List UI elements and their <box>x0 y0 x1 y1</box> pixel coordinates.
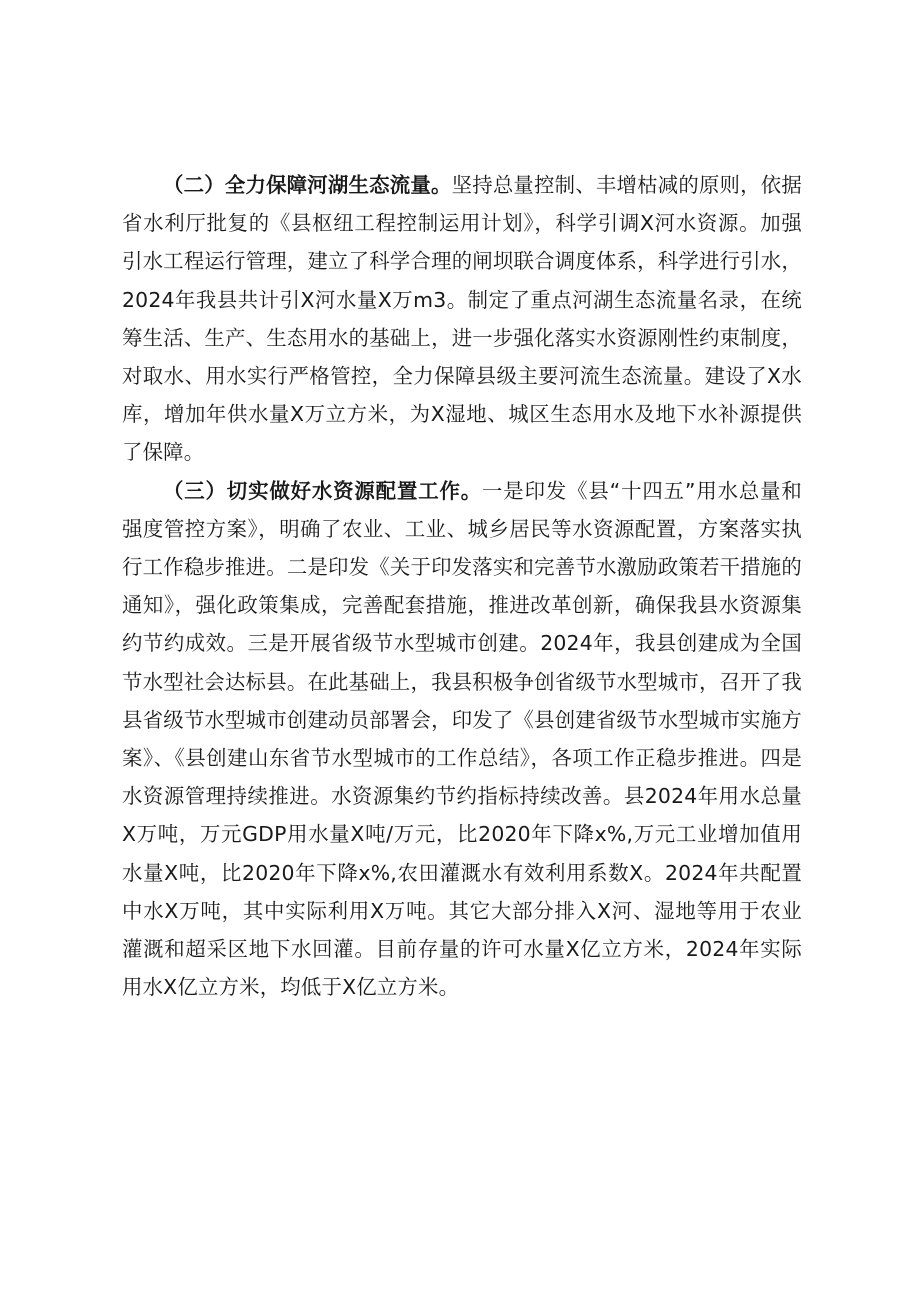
paragraph-heading: （三）切实做好水资源配置工作。 <box>163 478 483 503</box>
paragraph-water-allocation <box>122 472 802 1007</box>
paragraph-heading: （二）全力保障河湖生态流量。 <box>163 173 452 197</box>
document-body <box>122 166 802 1006</box>
paragraph-text: 坚持总量控制、丰增枯减的原则，依据省水利厅批复的《县枢纽工程控制运用计划》，科学引调X河水资源。加强引水工程运行管理，建立了科学合理的闸坝联合调度体系，科学进行引水，2024年我县共计引X河水量X万m3。制定了重点河湖生态流量名录，在统筹生活、生产、生态用水的基础上，进一步强化落实水资源刚性约束制度，对取水、用水实行严格管控，全力保障县级主要河流生态流量。建设了X水库，增加年供水量X万立方米，为X湿地、城区生态用水及地下水补源提供了保障。 <box>122 173 802 465</box>
paragraph-text: 一是印发《县“十四五”用水总量和强度管控方案》，明确了农业、工业、城乡居民等水资源配置，方案落实执行工作稳步推进。二是印发《关于印发落实和完善节水激励政策若干措施的通知》，强化政策集成，完善配套措施，推进改革创新，确保我县水资源集约节约成效。三是开展省级节水型城市创建。2024年，我县创建成为全国节水型社会达标县。在此基础上，我县积极争创省级节水型城市，召开了我县省级节水型城市创建动员部署会，印发了《县创建省级节水型城市实施方案》、《县创建山东省节水型城市的工作总结》，各项工作正稳步推进。四是水资源管理持续推进。水资源集约节约指标持续改善。县2024年用水总量X万吨，万元GDP用水量X吨/万元，比2020年下降x%,万元工业增加值用水量X吨，比2020年下降x%,农田灌溉水有效利用系数X。2024年共配置中水X万吨，其中实际利用X万吨。其它大部分排入X河、湿地等用于农业灌溉和超采区地下水回灌。目前存量的许可水量X亿立方米，2024年实际用水X亿立方米，均低于X亿立方米。 <box>122 478 802 1000</box>
paragraph-ecological-flow <box>122 166 802 472</box>
